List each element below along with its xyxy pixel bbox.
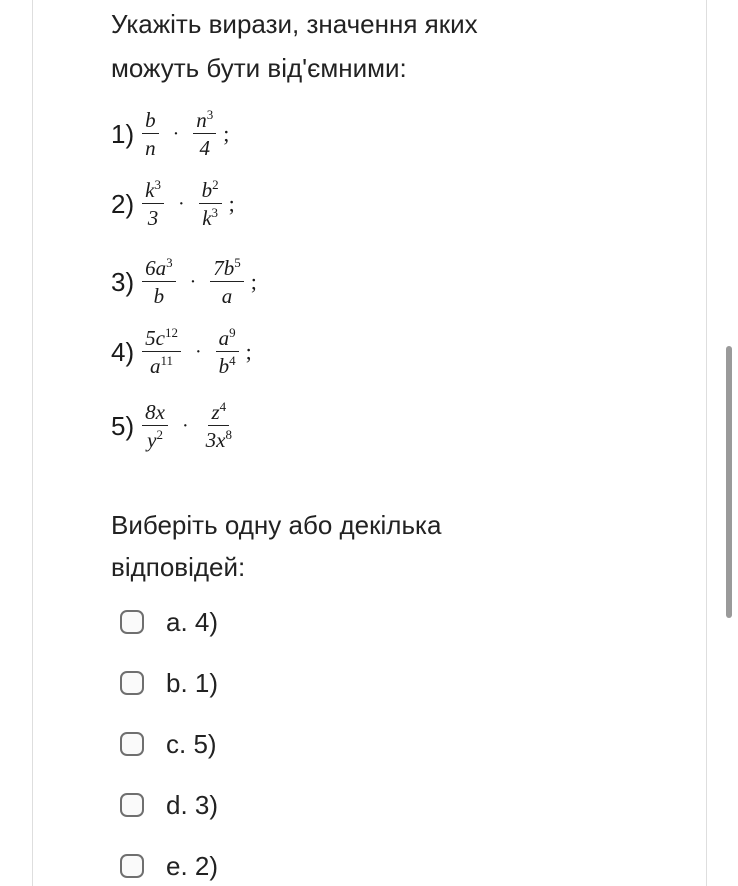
exponent: 5 (234, 255, 241, 270)
denominator: k (202, 206, 212, 230)
exponent: 12 (164, 325, 178, 340)
semicolon: ; (245, 339, 252, 364)
choice-e[interactable] (120, 846, 218, 886)
math-expression (138, 327, 252, 377)
fraction (203, 401, 235, 451)
numerator: b (201, 178, 213, 202)
checkbox[interactable] (120, 610, 144, 634)
expression-5 (111, 396, 242, 456)
expression-1 (111, 104, 229, 164)
multiply-dot: · (177, 192, 185, 215)
numerator: b (145, 108, 156, 132)
exponent: 8 (225, 427, 232, 442)
fraction (199, 179, 222, 229)
fraction (142, 179, 164, 229)
numerator: 7b (213, 256, 235, 280)
semicolon: ; (228, 191, 235, 216)
content-border-right (706, 0, 707, 886)
fraction (142, 257, 176, 307)
denominator: 4 (199, 136, 211, 160)
math-expression (138, 179, 235, 229)
checkbox[interactable] (120, 732, 144, 756)
exponent: 4 (219, 399, 227, 414)
numerator: n (196, 108, 207, 132)
fraction (142, 327, 181, 377)
multiply-dot: · (194, 340, 202, 363)
semicolon: ; (223, 121, 230, 146)
fraction (210, 257, 244, 307)
choice-label[interactable]: d. 3) (166, 789, 219, 820)
multiply-dot: · (172, 122, 180, 145)
semicolon: ; (250, 269, 257, 294)
numerator: 5c (145, 326, 165, 350)
scrollbar-thumb[interactable] (726, 346, 732, 618)
denominator: 3 (147, 206, 159, 230)
numerator: k (145, 178, 155, 202)
denominator: 3x (205, 428, 226, 452)
expression-label: 1) (111, 118, 135, 149)
choice-c[interactable] (120, 724, 217, 764)
expression-3 (111, 252, 257, 312)
denominator: y (147, 428, 157, 452)
exponent: 4 (229, 353, 236, 368)
choice-d[interactable] (120, 785, 218, 825)
exponent: 3 (206, 107, 214, 122)
choice-a[interactable] (120, 602, 218, 642)
fraction (193, 109, 216, 159)
exponent: 3 (154, 177, 161, 192)
expression-label: 2) (111, 188, 135, 219)
math-expression (138, 257, 257, 307)
fraction (142, 109, 159, 159)
choice-label[interactable]: a. 4) (166, 606, 219, 637)
exponent: 3 (211, 205, 219, 220)
expression-label: 4) (111, 336, 135, 367)
exponent: 2 (156, 427, 163, 442)
numerator: 8x (145, 400, 165, 424)
checkbox[interactable] (120, 793, 144, 817)
multiply-dot: · (181, 414, 189, 437)
denominator: b (153, 284, 165, 308)
content-border-left (32, 0, 33, 886)
question-line-1: Укажіть вирази, значення яких (111, 9, 478, 39)
denominator: b (218, 354, 230, 378)
answer-prompt (111, 504, 581, 588)
exponent: 2 (212, 177, 219, 192)
denominator: a (221, 284, 233, 308)
multiply-dot: · (189, 270, 197, 293)
expression-label: 3) (111, 266, 135, 297)
denominator: n (145, 136, 156, 160)
choice-label[interactable]: c. 5) (166, 728, 217, 759)
numerator: a (218, 326, 230, 350)
prompt-line-2: відповідей: (111, 552, 246, 582)
choice-label[interactable]: e. 2) (166, 850, 219, 881)
checkbox[interactable] (120, 671, 144, 695)
math-expression (138, 109, 229, 159)
fraction (216, 327, 239, 377)
choice-b[interactable] (120, 663, 218, 703)
exponent: 9 (229, 325, 236, 340)
numerator: z (211, 400, 220, 424)
numerator: 6a (145, 256, 167, 280)
fraction (142, 401, 168, 451)
exponent: 3 (166, 255, 173, 270)
checkbox[interactable] (120, 854, 144, 878)
question-text (111, 2, 581, 90)
expression-2 (111, 174, 235, 234)
expression-4 (111, 322, 252, 382)
denominator: a (150, 354, 161, 378)
choice-label[interactable]: b. 1) (166, 667, 219, 698)
prompt-line-1: Виберіть одну або декілька (111, 510, 442, 540)
exponent: 11 (160, 353, 174, 368)
question-line-2: можуть бути від'ємними: (111, 53, 407, 83)
math-expression (138, 401, 242, 451)
expression-label: 5) (111, 410, 135, 441)
